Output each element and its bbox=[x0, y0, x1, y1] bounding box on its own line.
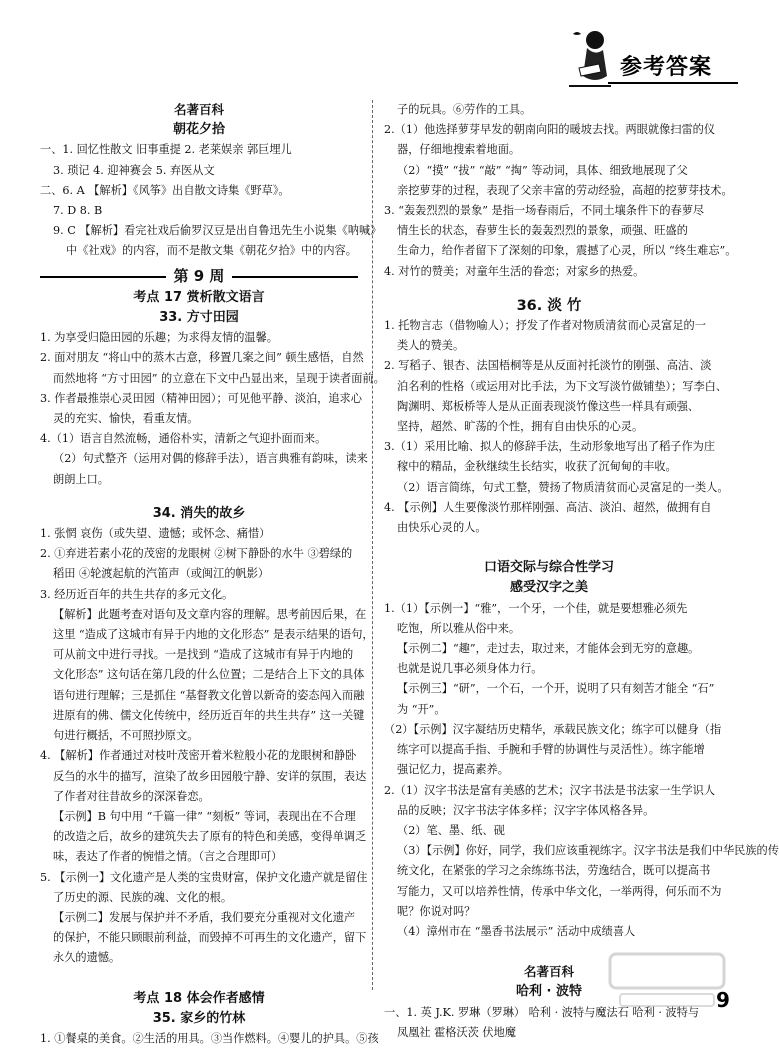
answer-line: 语句进行理解；三是抓住 “基督教文化曾以新奇的姿态闯入而融 bbox=[53, 688, 365, 702]
answer-line: 陶渊明、郑板桥等人是从正面表现淡竹像这些一样具有顽强、 bbox=[397, 399, 700, 413]
answer-line: 了作者对往昔故乡的深深眷恋。 bbox=[53, 789, 210, 803]
answer-line: 坚持，超然、旷荡的个性，拥有自由快乐的心灵。 bbox=[397, 420, 644, 434]
answer-line: 2. 写稻子、银杏、法国梧桐等是从反面衬托淡竹的刚强、高洁、淡 bbox=[384, 359, 712, 373]
watermark-logo bbox=[608, 950, 726, 1010]
answer-line: 2.（1）汉字书法是富有美感的艺术；汉字书法是书法家一生学识人 bbox=[384, 783, 716, 797]
answer-line: 为 “开”。 bbox=[397, 702, 446, 716]
answer-line: （4）漳州市在 “墨香书法展示” 活动中成绩喜人 bbox=[397, 924, 636, 938]
answer-line: 稼中的精品，金秋继续生长结实，收获了沉甸甸的丰收。 bbox=[397, 460, 677, 474]
answer-line: 了历史的源、民族的魂、文化的根。 bbox=[53, 890, 233, 904]
answer-line: 【示例三】“研”，一个石，一个开，说明了只有刻苦才能全 “石” bbox=[397, 682, 715, 696]
answer-line: （2）【示例】汉字凝结历史精华，承载民族文化；练字可以健身（指 bbox=[384, 722, 722, 736]
header-underline bbox=[608, 82, 738, 84]
answer-line: 一、1. 英 J.K. 罗琳（罗琳） 哈利 · 波特与魔法石 哈利 · 波特与 bbox=[384, 1005, 700, 1019]
answer-line: 4. 【示例】人生要像淡竹那样刚强、高洁、淡泊、超然，做拥有自 bbox=[384, 500, 712, 514]
answer-line: 中《社戏》的内容，而不是散文集《朝花夕拾》中的内容。 bbox=[66, 244, 357, 258]
answer-line: 句进行概括，不可照抄原文。 bbox=[53, 729, 199, 743]
answer-line: 3. 经历近百年的共生共存的多元文化。 bbox=[40, 587, 234, 601]
reading-girl-illustration bbox=[565, 28, 615, 90]
answer-line: 器，仔细地搜索着地面。 bbox=[397, 143, 521, 157]
section-heading: 35. 家乡的竹林 bbox=[152, 1010, 246, 1026]
section-heading: 名著百科 bbox=[173, 102, 224, 117]
week-heading bbox=[40, 266, 358, 286]
answer-line: 稻田 ④轮渡起航的汽笛声（或闽江的帆影） bbox=[53, 567, 270, 581]
answer-line: 由快乐心灵的人。 bbox=[397, 521, 487, 535]
spacer bbox=[384, 282, 714, 296]
answer-line: 吃饱，所以雅从俗中来。 bbox=[397, 621, 521, 635]
answer-line: 【示例二】“趣”，走过去，取过来，才能体会到无穷的意趣。 bbox=[397, 642, 700, 656]
answer-line: （2）“摸” “拔” “敲” “掏” 等动词，具体、细致地展现了父 bbox=[397, 163, 688, 177]
answer-line: 3. 琐记 4. 迎神赛会 5. 弃医从文 bbox=[53, 163, 215, 177]
spacer bbox=[384, 538, 714, 552]
left-column bbox=[40, 100, 385, 1049]
answer-line: 一、1. 回忆性散文 旧事重提 2. 老莱娱亲 郭巨埋儿 bbox=[40, 143, 292, 157]
answer-line: 类人的赞美。 bbox=[397, 339, 465, 353]
answer-line: 的改造之后，故乡的建筑失去了原有的特色和美感，变得单调乏 bbox=[53, 830, 367, 844]
page-number: 9 bbox=[716, 988, 730, 1012]
section-heading: 33. 方寸田园 bbox=[159, 310, 239, 326]
answer-line: 5. 【示例一】文化遗产是人类的宝贵财富，保护文化遗产就是留住 bbox=[40, 870, 368, 884]
answer-line: 1. 托物言志（借物喻人）；抒发了作者对物质清贫而心灵富足的一 bbox=[384, 319, 706, 333]
answer-line: 文化形态” 这句话在第几段的什么位置；二是结合上下文的具体 bbox=[53, 668, 365, 682]
spacer bbox=[40, 969, 358, 983]
answer-line: 生命力，给作者留下了深刻的印象，震撼了心灵，所以 “终生难忘”。 bbox=[397, 244, 737, 258]
answer-line: 【示例二】发展与保护并不矛盾，我们要充分重视对文化遗产 bbox=[53, 910, 356, 924]
section-heading: 考点 18 体会作者感情 bbox=[133, 990, 265, 1006]
answer-line: （2）笔、墨、纸、砚 bbox=[397, 823, 505, 837]
section-heading: 名著百科 bbox=[523, 964, 574, 980]
answer-line: 4. 对竹的赞美；对童年生活的眷恋；对家乡的热爱。 bbox=[384, 264, 645, 278]
answer-line: 3.（1）采用比喻、拟人的修辞手法，生动形象地写出了稻子作为庄 bbox=[384, 440, 716, 454]
answer-line: 灵的充实、愉快，看重友情。 bbox=[53, 412, 199, 426]
answer-line: 进原有的佛、儒文化传统中，经历近百年的共生共存” 这一关键 bbox=[53, 708, 365, 722]
answer-line: 强记忆力，提高素养。 bbox=[397, 763, 509, 777]
answer-line: 1. 为享受归隐田园的乐趣；为求得友情的温馨。 bbox=[40, 331, 278, 345]
answer-line: 也就是说几事必须身体力行。 bbox=[397, 662, 543, 676]
answer-line: 3. “轰轰烈烈的景象” 是指一场春雨后，不同土壤条件下的春萝尽 bbox=[384, 204, 705, 218]
answer-line: 3. 作者最推崇心灵田园（精神田园）；可见他平静、淡泊，追求心 bbox=[40, 391, 362, 405]
section-heading: 口语交际与综合性学习 bbox=[483, 560, 614, 576]
answer-line: 9. C 【解析】看完社戏后偷罗汉豆是出自鲁迅先生小说集《呐喊》 bbox=[53, 224, 382, 238]
section-heading: 36. 淡 竹 bbox=[516, 297, 582, 314]
answer-line: 子的玩具。⑥劳作的工具。 bbox=[397, 103, 532, 116]
answer-line: 可从前文中进行寻找。一是找到 “造成了这城市有异于内地的 bbox=[53, 648, 354, 662]
answer-line: 永久的遗憾。 bbox=[53, 951, 121, 965]
section-heading: 朝花夕拾 bbox=[172, 122, 225, 138]
answer-line: 【示例】B 句中用 “千篇一律” “刻板” 等词，表现出在不合理 bbox=[53, 809, 356, 823]
answer-line: 统文化，在紧张的学习之余练练书法，劳逸结合，既可以提高书 bbox=[397, 864, 711, 878]
answer-line: （2）句式整齐（运用对偶的修辞手法），语言典雅有韵味，读来 bbox=[53, 452, 368, 466]
answer-line: 4. 【解析】作者通过对枝叶茂密开着米粒般小花的龙眼树和静卧 bbox=[40, 749, 357, 763]
answer-line: 而然地将 “方寸田园” 的立意在下文中凸显出来，呈现于读者面前。 bbox=[53, 371, 385, 385]
section-heading: 考点 17 赏析散文语言 bbox=[133, 289, 265, 305]
right-column bbox=[384, 100, 779, 1043]
answer-line: 2. 面对朋友 “将山中的蒸木古意，移置几案之间” 顿生感悟，自然 bbox=[40, 351, 364, 365]
answer-line: 的保护，不能只顾眼前利益，而毁掉不可再生的文化遗产，留下 bbox=[53, 931, 367, 945]
week-heading-label: 第 9 周 bbox=[166, 267, 233, 285]
answer-line: （2）语言简练，句式工整，赞扬了物质清贫而心灵富足的一类人。 bbox=[397, 480, 729, 494]
answer-line: 写能力，又可以培养性情，传承中华文化，一举两得，何乐而不为 bbox=[397, 884, 722, 898]
answer-line: 二、6. A 【解析】《风筝》出自散文诗集《野草》。 bbox=[40, 183, 290, 197]
answer-line: 这里 “造成了这城市有异于内地的文化形态” 是表示结果的语句， bbox=[53, 628, 374, 642]
answer-line: 1. ①餐桌的美食。②生活的用具。③当作燃料。④婴儿的护具。⑤孩 bbox=[40, 1031, 379, 1045]
answer-line: 【解析】此题考查对语句及文章内容的理解。思考前因后果，在 bbox=[53, 607, 367, 621]
section-heading: 哈利 · 波特 bbox=[516, 984, 582, 1000]
answer-line: 味，表达了作者的惋惜之情。（言之合理即可） bbox=[53, 850, 283, 864]
answer-line: 亲挖萝芽的过程，表现了父亲丰富的劳动经验，高超的挖萝芽技术。 bbox=[397, 183, 733, 197]
answer-line: 情生长的状态，春萝生长的轰轰烈烈的景象，顽强、旺盛的 bbox=[397, 224, 688, 238]
answer-line: 7. D 8. B bbox=[53, 204, 103, 218]
answer-line: 呢？你说对吗？ bbox=[397, 904, 476, 918]
answer-line: 泊名利的性格（或运用对比手法，为下文写淡竹做铺垫）；写李白、 bbox=[397, 379, 728, 393]
answer-line: 反刍的水牛的描写，渲染了故乡田园般宁静、安详的氛围，表达 bbox=[53, 769, 367, 783]
answer-line: 品的反映；汉字书法字体多样；汉字字体风格各异。 bbox=[397, 803, 655, 817]
page-header-title: 参考答案 bbox=[620, 55, 713, 80]
spacer bbox=[40, 490, 358, 504]
answer-line: 2.（1）他选择萝芽早发的朝南向阳的暖坡去找。两眼就像扫雷的仪 bbox=[384, 123, 716, 137]
answer-line: 2. ①弃进若素小花的茂密的龙眼树 ②树下静卧的水牛 ③碧绿的 bbox=[40, 547, 353, 561]
answer-line: 1. 张惘 哀伤（或失望、遗憾；或怀念、痛惜） bbox=[40, 527, 271, 541]
section-heading: 感受汉字之美 bbox=[509, 580, 588, 596]
answer-line: 凤凰社 霍格沃茨 伏地魔 bbox=[397, 1025, 516, 1039]
answer-line: （3）【示例】你好，同学，我们应该重视练字。汉字书法是我们中华民族的传 bbox=[397, 844, 779, 858]
answer-line: 练字可以提高手指、手腕和手臂的协调性与灵活性）。练字能增 bbox=[397, 743, 705, 757]
answer-line: 朗朗上口。 bbox=[53, 472, 109, 486]
answer-line: 4.（1）语言自然流畅，通俗朴实，清新之气迎扑面而来。 bbox=[40, 432, 327, 446]
answer-line: 1.（1）【示例一】“雅”，一个牙，一个佳，就是要想雅必须先 bbox=[384, 601, 688, 615]
section-heading: 34. 消失的故乡 bbox=[152, 505, 246, 521]
